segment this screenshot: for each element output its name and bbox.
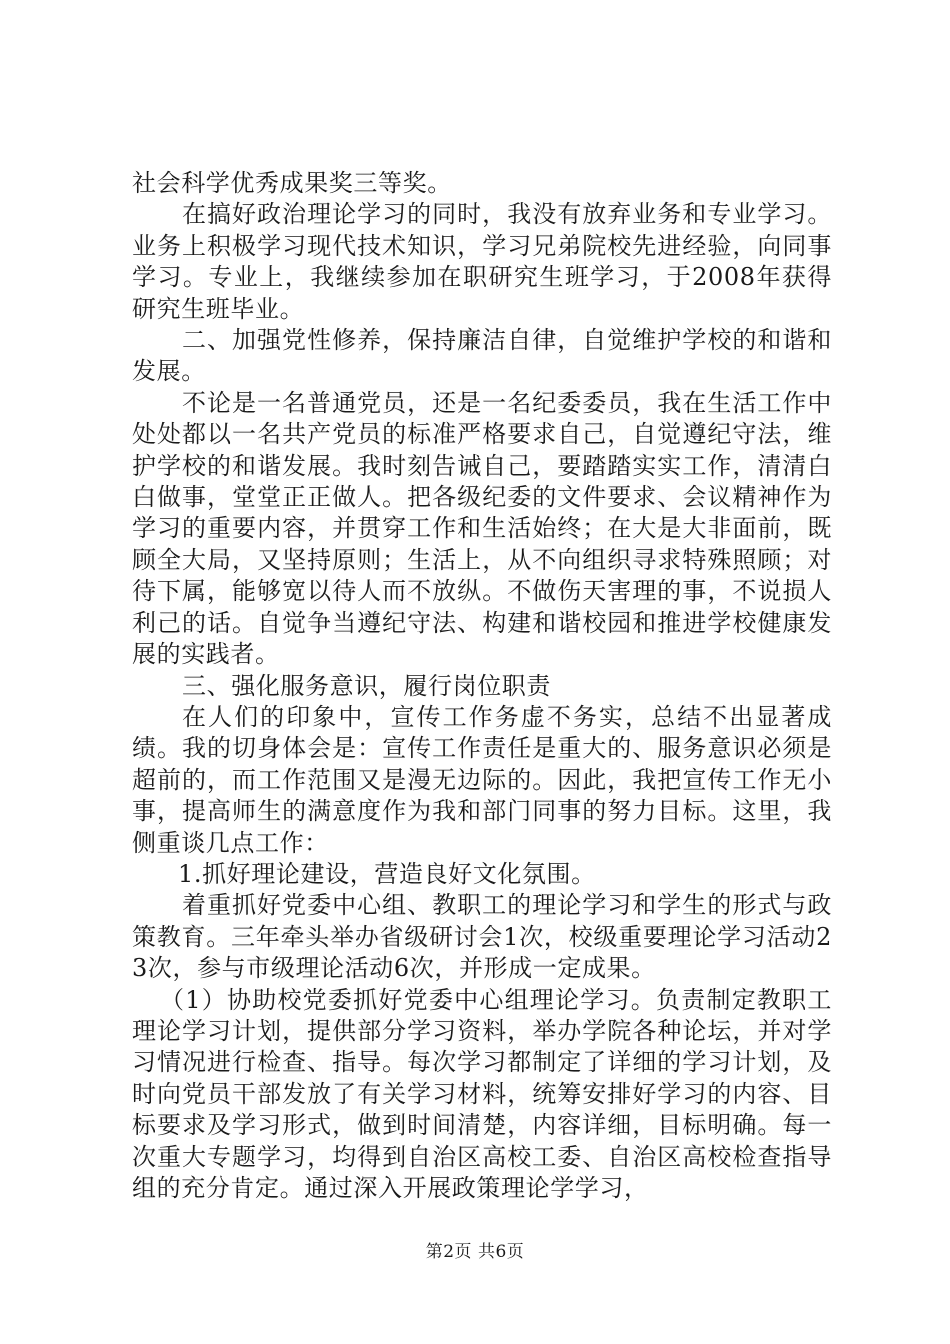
section-heading-3: 三、强化服务意识，履行岗位职责 <box>182 671 551 700</box>
section-heading-2: 二、加强党性修养，保持廉洁自律，自觉维护学校的和谐和发展。 <box>132 326 832 386</box>
paragraph-1: 社会科学优秀成果奖三等奖。 <box>132 169 452 197</box>
paragraph-5: 着重抓好党委中心组、教职工的理论学习和学生的形式与政策教育。三年牵头举办省级研讨会1次，校级重要理论学习活动23次，参与市级理论活动6次，并形成一定成果。 <box>132 891 832 983</box>
paragraph-4: 在人们的印象中，宣传工作务虚不务实，总结不出显著成绩。我的切身体会是：宣传工作责任是重大的、服务意识必须是超前的，而工作范围又是漫无边际的。因此，我把宣传工作无小事，提高师生的满意度作为我和部门同事的努力目标。这里，我侧重谈几点工作： <box>132 702 832 857</box>
paragraph-2: 在搞好政治理论学习的同时，我没有放弃业务和专业学习。业务上积极学习现代技术知识，学习兄弟院校先进经验，向同事学习。专业上，我继续参加在职研究生班学习，于2008年获得研究生班毕业。 <box>132 200 832 323</box>
paragraph-3: 不论是一名普通党员，还是一名纪委委员，我在生活工作中处处都以一名共产党员的标准严格要求自己，自觉遵纪守法，维护学校的和谐发展。我时刻告诫自己，要踏踏实实工作，清清白白做事，堂堂正正做人。把各级纪委的文件要求、会议精神作为学习的重要内容，并贯穿工作和生活始终；在大是大非面前，既顾全大局，又坚持原则；生活上，从不向组织寻求特殊照顾；对待下属，能够宽以待人而不放纵。不做伤天害理的事，不说损人利己的话。自觉争当遵纪守法、构建和谐校园和推进学校健康发展的实践者。 <box>132 388 832 669</box>
page-footer: 第2页 共6页 <box>425 1242 525 1262</box>
paragraph-6: （1）协助校党委抓好党委中心组理论学习。负责制定教职工理论学习计划，提供部分学习资料，举办学院各种论坛，并对学习情况进行检查、指导。每次学习都制定了详细的学习计划，及时向党员干部发放了有关学习材料，统筹安排好学习的内容、目标要求及学习形式，做到时间清楚，内容详细，目标明确。每一次重大专题学习，均得到自治区高校工委、自治区高校检查指导组的充分肯定。通过深入开展政策理论学学习， <box>132 985 832 1202</box>
subsection-heading-1: 1.抓好理论建设，营造良好文化氛围。 <box>178 859 596 888</box>
document-body <box>132 168 832 1204</box>
